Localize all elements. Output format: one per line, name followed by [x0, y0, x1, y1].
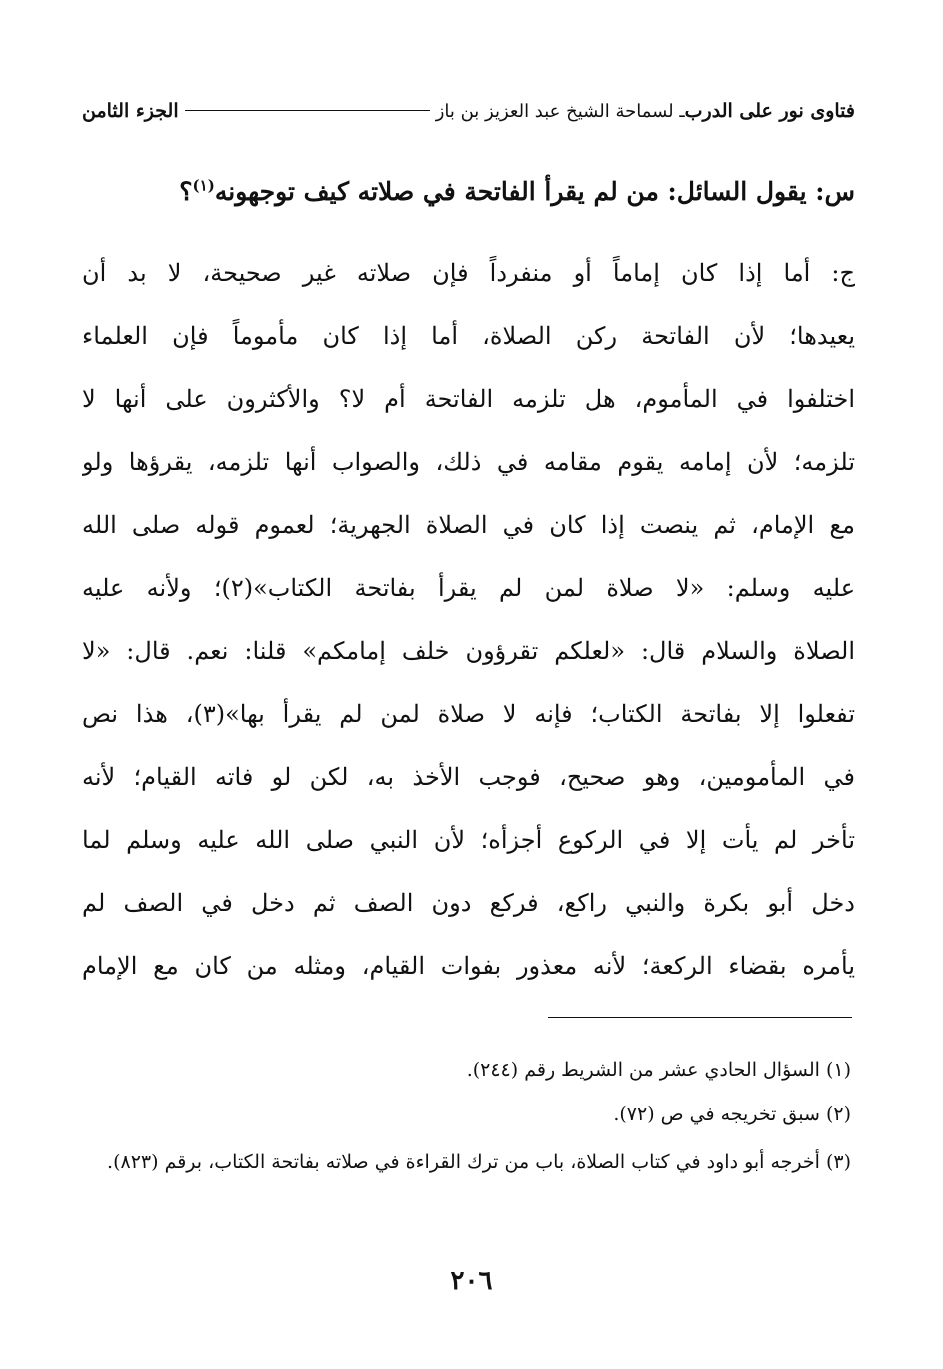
- running-header: [82, 100, 855, 140]
- book-title: فتاوى نور على الدرب: [684, 100, 855, 122]
- question-heading: [82, 172, 855, 212]
- answer-line: عليه وسلم: «لا صلاة لمن لم يقرأ بفاتحة الكتاب»(٢)؛ ولأنه عليه: [82, 574, 855, 602]
- answer-line: تلزمه؛ لأن إمامه يقوم مقامه في ذلك، والصواب أنها تلزمه، يقرؤها ولو: [82, 448, 855, 476]
- answer-line: اختلفوا في المأموم، هل تلزمه الفاتحة أم لا؟ والأكثرون على أنها لا: [82, 385, 855, 413]
- answer-line: يأمره بقضاء الركعة؛ لأنه معذور بفوات القيام، ومثله من كان مع الإمام: [82, 952, 855, 980]
- page-number: ٢٠٦: [450, 1266, 493, 1296]
- question-text: س: يقول السائل: من لم يقرأ الفاتحة في صلاته كيف توجهونه: [214, 177, 855, 206]
- answer-line: تفعلوا إلا بفاتحة الكتاب؛ فإنه لا صلاة لمن لم يقرأ بها»(٣)، هذا نص: [82, 700, 855, 728]
- footnote-item: [82, 1136, 851, 1188]
- author-name: ـ لسماحة الشيخ عبد العزيز بن باز: [435, 101, 685, 122]
- answer-line: في المأمومين، وهو صحيح، فوجب الأخذ به، لكن لو فاته القيام؛ لأنه: [82, 763, 855, 791]
- footnote-number: (٣): [825, 1151, 851, 1173]
- answer-line: تأخر لم يأت إلا في الركوع أجزأه؛ لأن النبي صلى الله عليه وسلم لما: [82, 826, 855, 854]
- answer-body: [82, 242, 855, 998]
- footnotes: [82, 1048, 851, 1188]
- footnote-ref: (١): [192, 176, 215, 195]
- answer-line: الصلاة والسلام قال: «لعلكم تقرؤون خلف إمامكم» قلنا: نعم. قال: «لا: [82, 637, 855, 665]
- footnote-text: سبق تخريجه في ص (٧٢).: [613, 1103, 820, 1125]
- footnote-number: (١): [825, 1059, 851, 1081]
- footnote-number: (٢): [825, 1103, 851, 1125]
- footnote-separator: [548, 1017, 852, 1018]
- answer-line: مع الإمام، ثم ينصت إذا كان في الصلاة الجهرية؛ لعموم قوله صلى الله: [82, 511, 855, 539]
- header-rule: [185, 110, 430, 111]
- footnote-item: [82, 1092, 851, 1136]
- answer-line: يعيدها؛ لأن الفاتحة ركن الصلاة، أما إذا كان مأموماً فإن العلماء: [82, 322, 855, 350]
- part-label: الجزء الثامن: [82, 100, 179, 122]
- footnote-text: السؤال الحادي عشر من الشريط رقم (٢٤٤).: [466, 1059, 820, 1081]
- answer-line: دخل أبو بكرة والنبي راكع، فركع دون الصف ثم دخل في الصف لم: [82, 889, 855, 917]
- answer-line: ج: أما إذا كان إماماً أو منفرداً فإن صلاته غير صحيحة، لا بد أن: [82, 259, 855, 287]
- question-mark: ؟: [179, 177, 193, 206]
- footnote-text: أخرجه أبو داود في كتاب الصلاة، باب من ترك القراءة في صلاته بفاتحة الكتاب، برقم (٨٢٣).: [107, 1151, 820, 1173]
- footnote-item: [82, 1048, 851, 1092]
